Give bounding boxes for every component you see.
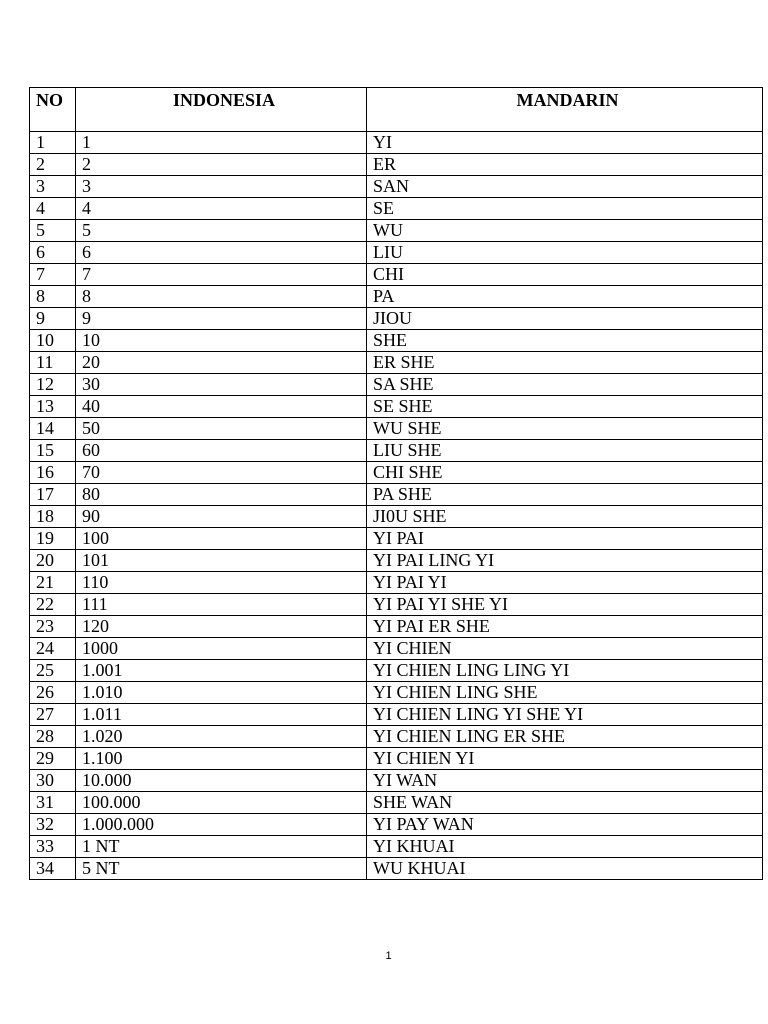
cell-mandarin: SHE WAN bbox=[367, 792, 763, 814]
cell-no: 5 bbox=[30, 220, 76, 242]
cell-no: 31 bbox=[30, 792, 76, 814]
cell-indonesia: 1.010 bbox=[76, 682, 367, 704]
table-row bbox=[30, 462, 763, 484]
cell-no: 21 bbox=[30, 572, 76, 594]
cell-no: 19 bbox=[30, 528, 76, 550]
cell-indonesia: 40 bbox=[76, 396, 367, 418]
cell-no: 13 bbox=[30, 396, 76, 418]
cell-no: 16 bbox=[30, 462, 76, 484]
table-row bbox=[30, 154, 763, 176]
table-row bbox=[30, 858, 763, 880]
table-row bbox=[30, 352, 763, 374]
cell-indonesia: 120 bbox=[76, 616, 367, 638]
cell-mandarin: YI PAI ER SHE bbox=[367, 616, 763, 638]
table-row bbox=[30, 528, 763, 550]
vocabulary-table bbox=[29, 87, 763, 880]
cell-no: 18 bbox=[30, 506, 76, 528]
cell-no: 8 bbox=[30, 286, 76, 308]
table-row bbox=[30, 396, 763, 418]
cell-mandarin: YI KHUAI bbox=[367, 836, 763, 858]
table-row bbox=[30, 286, 763, 308]
table-row bbox=[30, 836, 763, 858]
cell-mandarin: YI PAI YI bbox=[367, 572, 763, 594]
cell-no: 17 bbox=[30, 484, 76, 506]
cell-indonesia: 30 bbox=[76, 374, 367, 396]
table-row bbox=[30, 638, 763, 660]
table-row bbox=[30, 440, 763, 462]
cell-no: 32 bbox=[30, 814, 76, 836]
cell-no: 26 bbox=[30, 682, 76, 704]
table-row bbox=[30, 506, 763, 528]
table-row bbox=[30, 748, 763, 770]
table-row bbox=[30, 792, 763, 814]
cell-no: 9 bbox=[30, 308, 76, 330]
cell-mandarin: LIU SHE bbox=[367, 440, 763, 462]
table-row bbox=[30, 814, 763, 836]
cell-indonesia: 50 bbox=[76, 418, 367, 440]
cell-no: 22 bbox=[30, 594, 76, 616]
cell-mandarin: YI CHIEN LING LING YI bbox=[367, 660, 763, 682]
cell-mandarin: YI PAI YI SHE YI bbox=[367, 594, 763, 616]
cell-mandarin: SE bbox=[367, 198, 763, 220]
cell-no: 14 bbox=[30, 418, 76, 440]
cell-indonesia: 1.000.000 bbox=[76, 814, 367, 836]
cell-indonesia: 1.020 bbox=[76, 726, 367, 748]
table-row bbox=[30, 418, 763, 440]
cell-mandarin: ER bbox=[367, 154, 763, 176]
cell-no: 15 bbox=[30, 440, 76, 462]
cell-mandarin: PA bbox=[367, 286, 763, 308]
cell-indonesia: 9 bbox=[76, 308, 367, 330]
cell-no: 6 bbox=[30, 242, 76, 264]
table-row bbox=[30, 220, 763, 242]
cell-indonesia: 10 bbox=[76, 330, 367, 352]
cell-indonesia: 60 bbox=[76, 440, 367, 462]
cell-mandarin: YI bbox=[367, 132, 763, 154]
cell-indonesia: 1 bbox=[76, 132, 367, 154]
cell-no: 34 bbox=[30, 858, 76, 880]
cell-mandarin: YI CHIEN YI bbox=[367, 748, 763, 770]
cell-no: 27 bbox=[30, 704, 76, 726]
cell-mandarin: WU KHUAI bbox=[367, 858, 763, 880]
cell-mandarin: ER SHE bbox=[367, 352, 763, 374]
table-row bbox=[30, 132, 763, 154]
cell-mandarin: JIOU bbox=[367, 308, 763, 330]
table-body bbox=[30, 132, 763, 880]
table-row bbox=[30, 176, 763, 198]
cell-mandarin: YI CHIEN LING ER SHE bbox=[367, 726, 763, 748]
cell-mandarin: YI CHIEN LING YI SHE YI bbox=[367, 704, 763, 726]
cell-mandarin: JI0U SHE bbox=[367, 506, 763, 528]
cell-indonesia: 6 bbox=[76, 242, 367, 264]
table-row bbox=[30, 264, 763, 286]
cell-indonesia: 111 bbox=[76, 594, 367, 616]
cell-indonesia: 101 bbox=[76, 550, 367, 572]
cell-indonesia: 110 bbox=[76, 572, 367, 594]
table-row bbox=[30, 572, 763, 594]
table-row bbox=[30, 770, 763, 792]
cell-indonesia: 100 bbox=[76, 528, 367, 550]
cell-mandarin: SAN bbox=[367, 176, 763, 198]
cell-mandarin: SA SHE bbox=[367, 374, 763, 396]
cell-no: 30 bbox=[30, 770, 76, 792]
cell-no: 10 bbox=[30, 330, 76, 352]
cell-no: 23 bbox=[30, 616, 76, 638]
cell-mandarin: LIU bbox=[367, 242, 763, 264]
cell-indonesia: 90 bbox=[76, 506, 367, 528]
cell-no: 25 bbox=[30, 660, 76, 682]
cell-no: 11 bbox=[30, 352, 76, 374]
cell-mandarin: PA SHE bbox=[367, 484, 763, 506]
table-row bbox=[30, 374, 763, 396]
cell-indonesia: 100.000 bbox=[76, 792, 367, 814]
cell-indonesia: 1 NT bbox=[76, 836, 367, 858]
table-row bbox=[30, 550, 763, 572]
table-row bbox=[30, 594, 763, 616]
cell-indonesia: 3 bbox=[76, 176, 367, 198]
table-row bbox=[30, 616, 763, 638]
cell-no: 12 bbox=[30, 374, 76, 396]
cell-mandarin: YI PAI LING YI bbox=[367, 550, 763, 572]
cell-no: 20 bbox=[30, 550, 76, 572]
cell-mandarin: SE SHE bbox=[367, 396, 763, 418]
cell-mandarin: WU bbox=[367, 220, 763, 242]
table-row bbox=[30, 704, 763, 726]
cell-mandarin: WU SHE bbox=[367, 418, 763, 440]
cell-indonesia: 1.011 bbox=[76, 704, 367, 726]
table-row bbox=[30, 660, 763, 682]
cell-no: 3 bbox=[30, 176, 76, 198]
cell-no: 28 bbox=[30, 726, 76, 748]
cell-indonesia: 20 bbox=[76, 352, 367, 374]
table-row bbox=[30, 198, 763, 220]
cell-indonesia: 8 bbox=[76, 286, 367, 308]
cell-indonesia: 80 bbox=[76, 484, 367, 506]
cell-no: 4 bbox=[30, 198, 76, 220]
table-row bbox=[30, 484, 763, 506]
table-header-row bbox=[30, 88, 763, 132]
cell-no: 33 bbox=[30, 836, 76, 858]
cell-indonesia: 1.100 bbox=[76, 748, 367, 770]
table-row bbox=[30, 308, 763, 330]
cell-indonesia: 1000 bbox=[76, 638, 367, 660]
cell-mandarin: SHE bbox=[367, 330, 763, 352]
cell-indonesia: 7 bbox=[76, 264, 367, 286]
cell-indonesia: 2 bbox=[76, 154, 367, 176]
table-row bbox=[30, 330, 763, 352]
cell-mandarin: YI PAI bbox=[367, 528, 763, 550]
cell-indonesia: 1.001 bbox=[76, 660, 367, 682]
cell-no: 1 bbox=[30, 132, 76, 154]
header-indonesia: INDONESIA bbox=[76, 88, 367, 132]
cell-mandarin: YI PAY WAN bbox=[367, 814, 763, 836]
table-row bbox=[30, 726, 763, 748]
cell-indonesia: 4 bbox=[76, 198, 367, 220]
cell-mandarin: CHI SHE bbox=[367, 462, 763, 484]
table-row bbox=[30, 242, 763, 264]
cell-indonesia: 5 bbox=[76, 220, 367, 242]
header-mandarin: MANDARIN bbox=[367, 88, 763, 132]
cell-indonesia: 70 bbox=[76, 462, 367, 484]
cell-indonesia: 10.000 bbox=[76, 770, 367, 792]
cell-mandarin: CHI bbox=[367, 264, 763, 286]
cell-no: 2 bbox=[30, 154, 76, 176]
cell-mandarin: YI CHIEN LING SHE bbox=[367, 682, 763, 704]
cell-no: 29 bbox=[30, 748, 76, 770]
table-row bbox=[30, 682, 763, 704]
cell-mandarin: YI WAN bbox=[367, 770, 763, 792]
cell-mandarin: YI CHIEN bbox=[367, 638, 763, 660]
cell-no: 24 bbox=[30, 638, 76, 660]
page-number: 1 bbox=[385, 950, 392, 962]
cell-no: 7 bbox=[30, 264, 76, 286]
header-no: NO bbox=[30, 88, 76, 132]
cell-indonesia: 5 NT bbox=[76, 858, 367, 880]
